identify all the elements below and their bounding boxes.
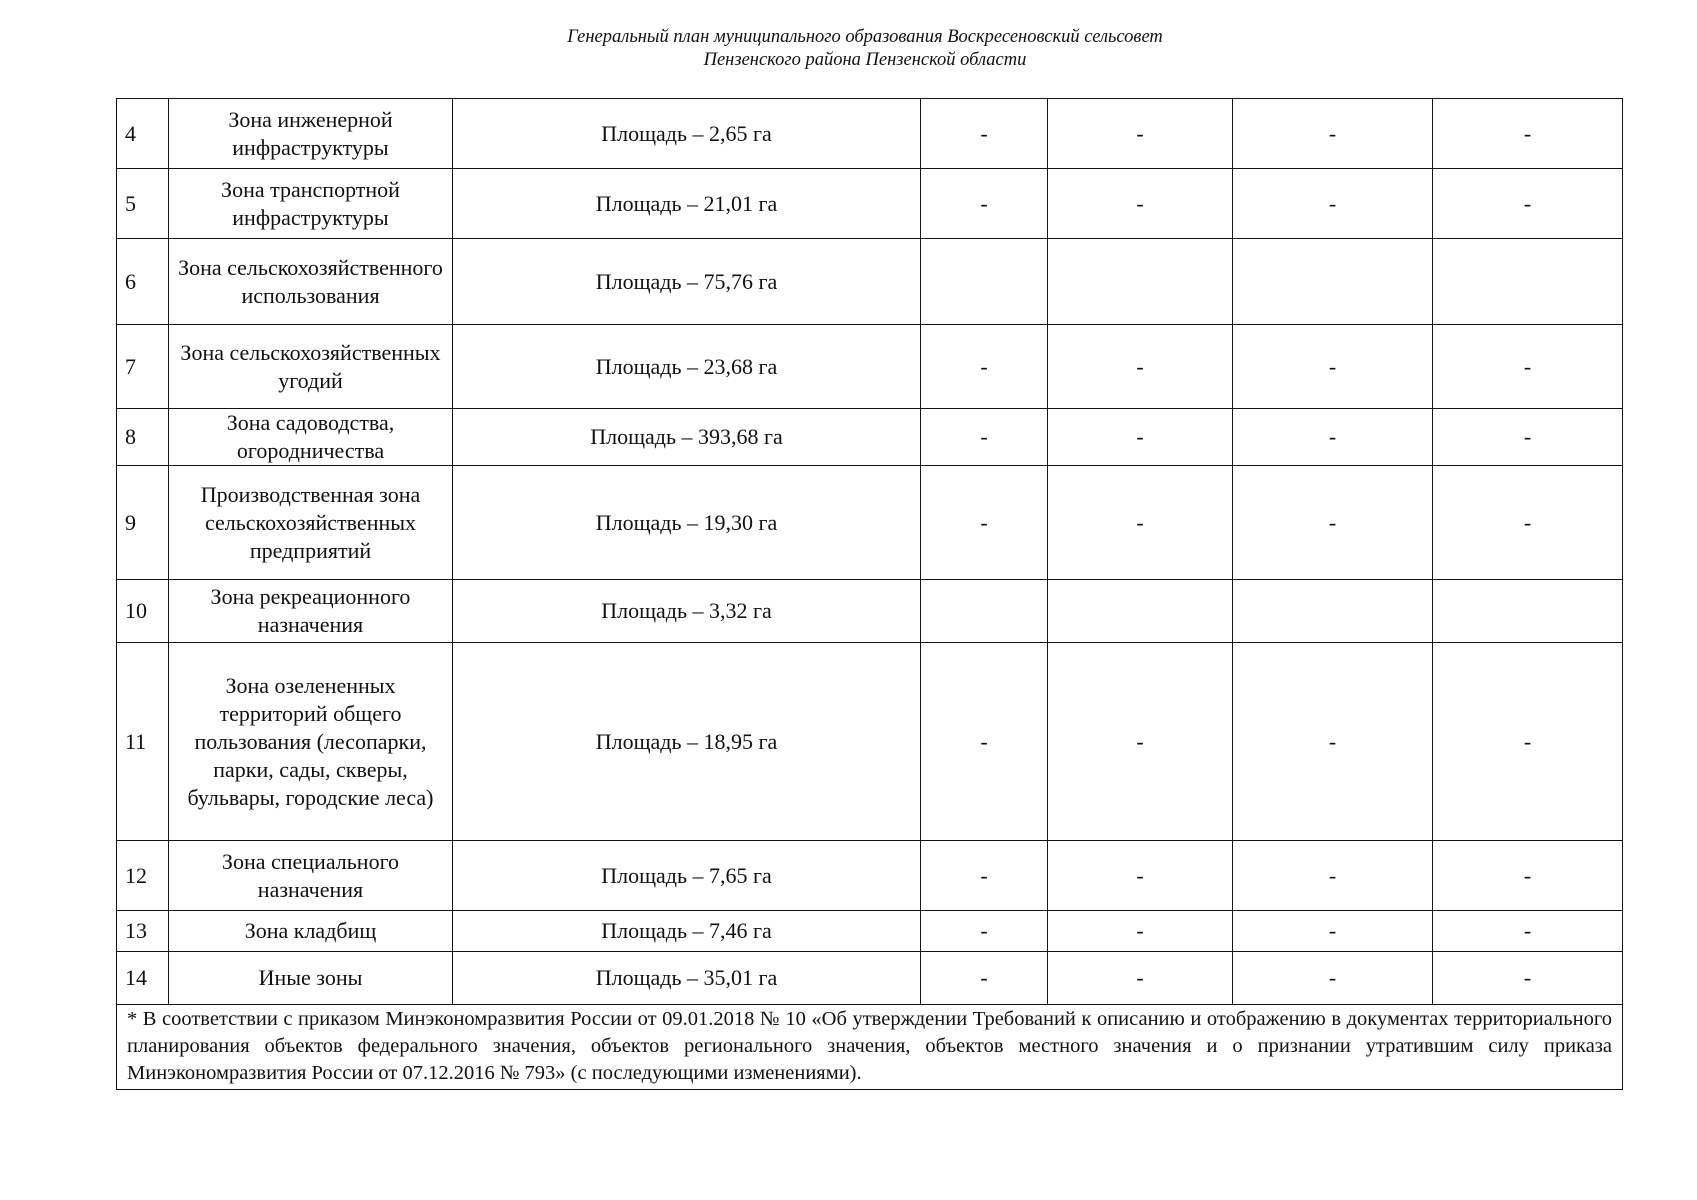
value-cell-3: - [1233,466,1433,580]
value-cell-4: - [1433,466,1623,580]
zone-area: Площадь – 3,32 га [453,580,921,643]
zone-area: Площадь – 2,65 га [453,99,921,169]
value-cell-4: - [1433,409,1623,466]
value-cell-1: - [921,325,1048,409]
table-row [117,325,1623,409]
table-row [117,841,1623,911]
value-cell-1: - [921,169,1048,239]
value-cell-2: - [1048,643,1233,841]
footnote: * В соответствии с приказом Минэкономразвития России от 09.01.2018 № 10 «Об утверждении Требований к описанию и отображению в документах территориального планирования объектов федерального значения, объектов регионального значения, объектов местного значения и о признании утратившим силу приказа Минэкономразвития России от 07.12.2016 № 793» (с последующими изменениями). [117,1005,1623,1090]
row-number: 7 [117,325,169,409]
header-line-1: Генеральный план муниципального образования Воскресеновский сельсовет [567,27,1163,47]
value-cell-1: - [921,952,1048,1005]
value-cell-1 [921,239,1048,325]
value-cell-2 [1048,239,1233,325]
value-cell-4: - [1433,325,1623,409]
table-row [117,169,1623,239]
zone-name: Иные зоны [169,952,453,1005]
value-cell-3: - [1233,952,1433,1005]
zone-name: Зона сельскохозяйственных угодий [169,325,453,409]
value-cell-4: - [1433,841,1623,911]
value-cell-4: - [1433,643,1623,841]
zones-table [116,98,1623,1090]
zone-name: Производственная зона сельскохозяйственных предприятий [169,466,453,580]
table-row [117,580,1623,643]
row-number: 4 [117,99,169,169]
zone-name: Зона инженерной инфраструктуры [169,99,453,169]
row-number: 8 [117,409,169,466]
value-cell-4 [1433,580,1623,643]
value-cell-3: - [1233,99,1433,169]
zone-name: Зона специального назначения [169,841,453,911]
value-cell-2: - [1048,952,1233,1005]
table-row [117,409,1623,466]
value-cell-4: - [1433,169,1623,239]
table-row [117,99,1623,169]
row-number: 10 [117,580,169,643]
value-cell-2: - [1048,325,1233,409]
zone-area: Площадь – 18,95 га [453,643,921,841]
table-row [117,911,1623,952]
zone-name: Зона озелененных территорий общего пользования (лесопарки, парки, сады, скверы, бульвары, городские леса) [169,643,453,841]
value-cell-3: - [1233,169,1433,239]
zone-area: Площадь – 7,46 га [453,911,921,952]
zone-area: Площадь – 23,68 га [453,325,921,409]
value-cell-2: - [1048,99,1233,169]
table-row [117,239,1623,325]
zone-area: Площадь – 393,68 га [453,409,921,466]
zone-area: Площадь – 35,01 га [453,952,921,1005]
value-cell-1: - [921,643,1048,841]
value-cell-3: - [1233,643,1433,841]
row-number: 14 [117,952,169,1005]
table-row [117,952,1623,1005]
table-row [117,466,1623,580]
zone-name: Зона садоводства, огородничества [169,409,453,466]
value-cell-4: - [1433,99,1623,169]
value-cell-1: - [921,911,1048,952]
header-line-2: Пензенского района Пензенской области [703,50,1027,70]
value-cell-2: - [1048,841,1233,911]
value-cell-4 [1433,239,1623,325]
value-cell-3 [1233,239,1433,325]
row-number: 5 [117,169,169,239]
zone-name: Зона рекреационного назначения [169,580,453,643]
row-number: 9 [117,466,169,580]
value-cell-2: - [1048,169,1233,239]
value-cell-1: - [921,841,1048,911]
row-number: 6 [117,239,169,325]
page-header [0,26,1697,72]
value-cell-1: - [921,409,1048,466]
table-row [117,643,1623,841]
row-number: 12 [117,841,169,911]
zone-name: Зона кладбищ [169,911,453,952]
value-cell-3: - [1233,409,1433,466]
value-cell-1: - [921,466,1048,580]
zone-area: Площадь – 19,30 га [453,466,921,580]
zone-area: Площадь – 75,76 га [453,239,921,325]
value-cell-2: - [1048,409,1233,466]
zone-area: Площадь – 21,01 га [453,169,921,239]
value-cell-2 [1048,580,1233,643]
footnote-row [117,1005,1623,1090]
value-cell-3 [1233,580,1433,643]
value-cell-4: - [1433,911,1623,952]
value-cell-1 [921,580,1048,643]
zone-name: Зона сельскохозяйственного использования [169,239,453,325]
value-cell-3: - [1233,841,1433,911]
value-cell-3: - [1233,911,1433,952]
zone-name: Зона транспортной инфраструктуры [169,169,453,239]
value-cell-1: - [921,99,1048,169]
value-cell-2: - [1048,911,1233,952]
zones-table-body [117,99,1623,1005]
value-cell-2: - [1048,466,1233,580]
value-cell-3: - [1233,325,1433,409]
value-cell-4: - [1433,952,1623,1005]
zone-area: Площадь – 7,65 га [453,841,921,911]
row-number: 13 [117,911,169,952]
row-number: 11 [117,643,169,841]
